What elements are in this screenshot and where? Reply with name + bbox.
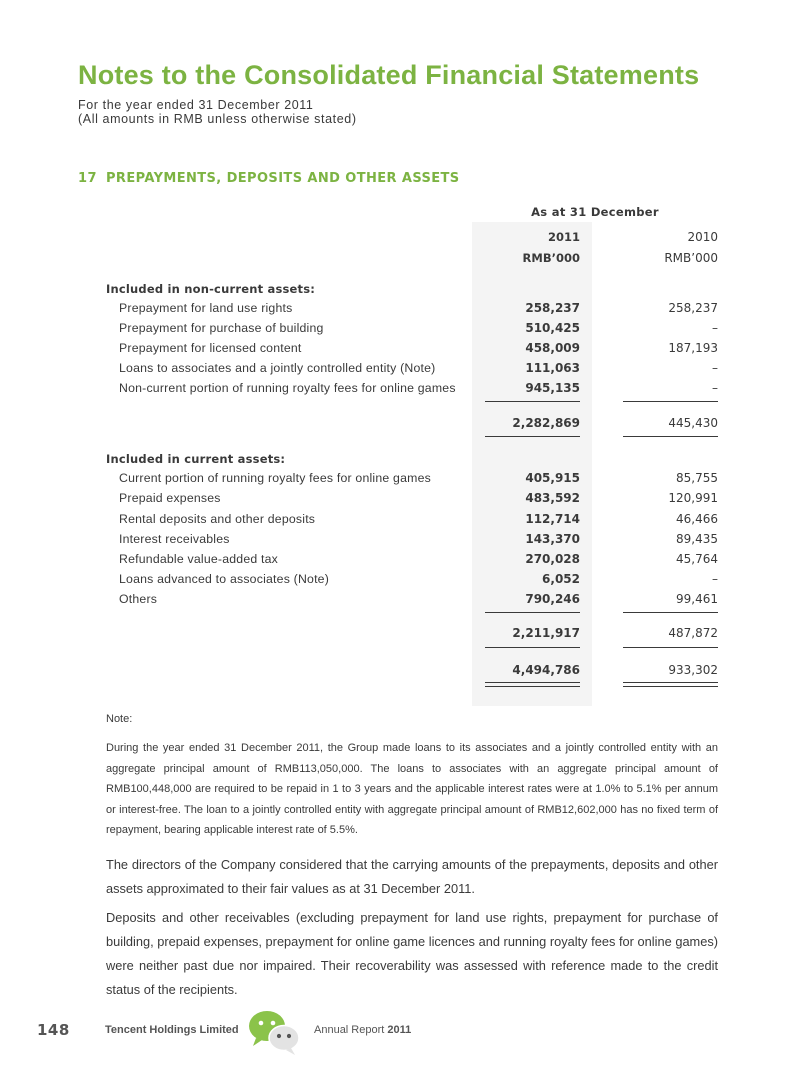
table-row: [0, 592, 800, 608]
current-assets-heading: Included in current assets:: [106, 452, 286, 466]
subtotal-rule-2011: [485, 401, 580, 402]
row-label: Refundable value-added tax: [119, 552, 279, 566]
row-label: Loans to associates and a jointly controlled entity (Note): [119, 361, 436, 375]
paragraph-recoverability: Deposits and other receivables (excluding prepayment for land use rights, prepayment for purchase of building, prepaid expenses, prepayment for online game licences and running royalty fees for online games) were neither past due nor impaired. Their recoverability was assessed with reference made to the credit status of the recipients.: [106, 910, 718, 997]
table-row: [0, 341, 800, 357]
value-2011: 6,052: [542, 572, 580, 586]
column-header-2011-unit: RMB’000: [522, 251, 580, 265]
subtotal-rule-2010-bottom: [623, 436, 718, 437]
subtotal-2011: 2,211,917: [512, 626, 580, 640]
note-label: Note:: [106, 713, 133, 725]
table-row: [0, 471, 800, 487]
footer-report-label: [314, 1024, 411, 1036]
value-2011: 111,063: [525, 361, 580, 375]
table-row: [0, 381, 800, 397]
subtotal-row: [0, 626, 800, 642]
column-header-2011-year: 2011: [547, 230, 580, 244]
value-2010: 120,991: [668, 491, 718, 505]
total-double-rule-2010-bottom: [623, 686, 718, 687]
section-heading: [78, 171, 460, 186]
subtotal-rule-2010: [623, 612, 718, 613]
section-number: 17: [78, 171, 97, 186]
table-row: [0, 552, 800, 568]
row-label: Prepaid expenses: [119, 491, 221, 505]
total-double-rule-2011-top: [485, 682, 580, 683]
value-2010: 85,755: [676, 471, 718, 485]
value-2010: 99,461: [676, 592, 718, 606]
subtotal-rule-2010-bottom: [623, 647, 718, 648]
page-subtitle: [78, 98, 357, 126]
value-2011: 458,009: [525, 341, 580, 355]
value-2010: –: [712, 361, 718, 375]
column-header-2010-unit: RMB’000: [664, 251, 718, 265]
report-label: Annual Report: [314, 1024, 385, 1036]
row-label: Current portion of running royalty fees for online games: [119, 471, 431, 485]
value-2011: 483,592: [525, 491, 580, 505]
page-title: Notes to the Consolidated Financial Statements: [78, 60, 700, 90]
row-label: Rental deposits and other deposits: [119, 512, 316, 526]
footer-page-number: 148: [37, 1021, 70, 1039]
section-title: PREPAYMENTS, DEPOSITS AND OTHER ASSETS: [106, 171, 460, 186]
table-row: [0, 491, 800, 507]
value-2010: 258,237: [668, 301, 718, 315]
subtitle-period: For the year ended 31 December 2011: [78, 98, 314, 112]
subtotal-rule-2011-bottom: [485, 436, 580, 437]
table-row: [0, 512, 800, 528]
subtotal-rule-2011: [485, 612, 580, 613]
table-row: [0, 532, 800, 548]
value-2011: 143,370: [525, 532, 580, 546]
subtotal-2010: 487,872: [668, 626, 718, 640]
row-label: Prepayment for purchase of building: [119, 321, 324, 335]
table-row: [0, 361, 800, 377]
value-2011: 510,425: [525, 321, 580, 335]
table-row: [0, 321, 800, 337]
value-2011: 405,915: [525, 471, 580, 485]
total-2010: 933,302: [668, 663, 718, 677]
subtitle-currency-note: (All amounts in RMB unless otherwise stated): [78, 112, 357, 126]
table-row: [0, 301, 800, 317]
total-double-rule-2011-bottom: [485, 686, 580, 687]
note-text: During the year ended 31 December 2011, the Group made loans to its associates and a jointly controlled entity with an aggregate principal amount of RMB113,050,000. The loans to associates with an aggregate principal amount of RMB100,448,000 are required to be repaid in 1 to 3 years and the applicable interest rates were at 1.0% to 5.1% per annum or interest-free. The loan to a jointly controlled entity with aggregate principal amount of RMB12,602,000 has no fixed term of repayment, bearing applicable interest rate of 5.5%.: [106, 742, 718, 836]
table-row: [0, 572, 800, 588]
footer-company-name: Tencent Holdings Limited: [105, 1024, 239, 1036]
value-2011: 270,028: [525, 552, 580, 566]
value-2010: 46,466: [676, 512, 718, 526]
total-2011: 4,494,786: [512, 663, 580, 677]
period-header: As at 31 December: [531, 205, 659, 219]
subtotal-2011: 2,282,869: [512, 416, 580, 430]
wechat-logo-icon: [243, 1005, 305, 1057]
column-header-2010-year: 2010: [687, 230, 718, 244]
row-label: Others: [119, 592, 158, 606]
value-2010: –: [712, 381, 718, 395]
value-2011: 790,246: [525, 592, 580, 606]
subtotal-rule-2011-bottom: [485, 647, 580, 648]
total-double-rule-2010-top: [623, 682, 718, 683]
row-label: Non-current portion of running royalty fees for online games: [119, 381, 456, 395]
value-2011: 258,237: [525, 301, 580, 315]
paragraph-fair-value: The directors of the Company considered that the carrying amounts of the prepayments, deposits and other assets approximated to their fair values as at 31 December 2011.: [106, 857, 718, 896]
value-2011: 945,135: [525, 381, 580, 395]
row-label: Prepayment for licensed content: [119, 341, 302, 355]
row-label: Interest receivables: [119, 532, 230, 546]
value-2011: 112,714: [525, 512, 580, 526]
value-2010: –: [712, 572, 718, 586]
row-label: Prepayment for land use rights: [119, 301, 293, 315]
row-label: Loans advanced to associates (Note): [119, 572, 330, 586]
non-current-assets-heading: Included in non-current assets:: [106, 282, 316, 296]
subtotal-row: [0, 416, 800, 432]
value-2010: –: [712, 321, 718, 335]
value-2010: 45,764: [676, 552, 718, 566]
total-row: [0, 663, 800, 679]
subtotal-rule-2010: [623, 401, 718, 402]
report-year: 2011: [387, 1024, 412, 1036]
value-2010: 187,193: [668, 341, 718, 355]
value-2010: 89,435: [676, 532, 718, 546]
subtotal-2010: 445,430: [668, 416, 718, 430]
